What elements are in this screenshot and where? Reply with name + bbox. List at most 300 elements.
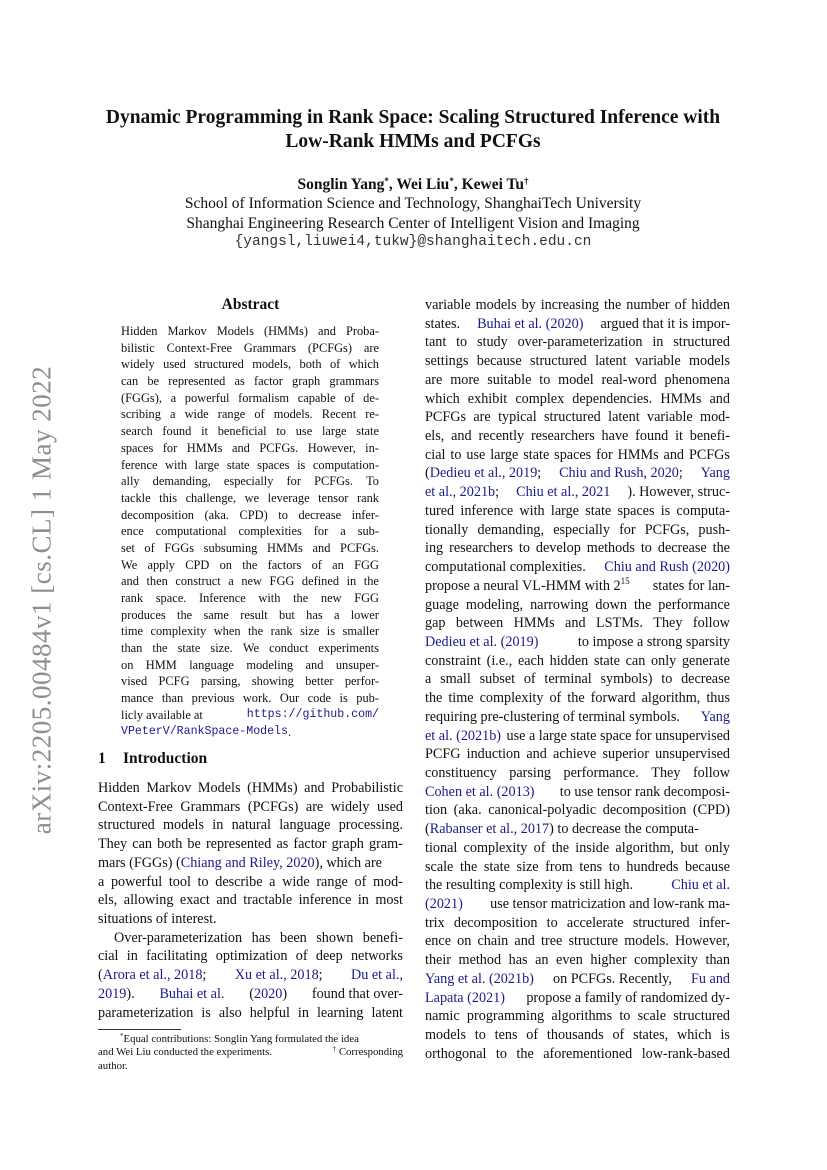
word: performance. (563, 764, 639, 781)
word: on (219, 557, 232, 572)
word: smaller (342, 624, 379, 639)
word: wide (184, 407, 209, 422)
citation-link[interactable]: Chiang and Riley, 2020 (180, 854, 315, 871)
text-line (425, 315, 730, 334)
text: to impose a strong sparsity (577, 633, 730, 650)
word: parameterization (98, 1004, 194, 1021)
word: and (121, 574, 139, 589)
word: models. (624, 933, 669, 950)
word: of (674, 297, 687, 313)
text-line (425, 558, 730, 577)
word: hundreds (626, 858, 679, 875)
word: of (254, 407, 265, 422)
word: tackle (121, 490, 151, 505)
word: Context-Free (98, 798, 173, 815)
text-line (425, 371, 730, 390)
text: (Arora et al., 2018; (98, 967, 207, 984)
word: state (523, 446, 550, 463)
word: be (147, 374, 160, 389)
word: of (533, 839, 546, 856)
word: are (363, 340, 379, 355)
citation-link[interactable]: Arora et al., 2018 (102, 967, 203, 984)
word: computa- (676, 502, 730, 519)
word: the (603, 297, 622, 313)
word: modeling, (465, 596, 524, 613)
word: state (356, 424, 379, 439)
word: and (318, 324, 336, 338)
word: in (212, 817, 224, 834)
repo-link[interactable]: VPeterV/RankSpace-Models (121, 724, 288, 738)
text-line (425, 652, 730, 671)
word: scale (425, 858, 454, 875)
abstract-line (121, 623, 379, 640)
word: dependencies. (572, 390, 653, 407)
word: to (640, 540, 652, 557)
text: propose a neural VL-HMM with $2^{15}$ (425, 575, 630, 594)
word: factors (267, 557, 302, 572)
word: to (539, 371, 551, 388)
citation-link[interactable]: Chiu and Rush, 2020 (559, 465, 679, 482)
word: and (216, 892, 237, 909)
author-1-mark: * (384, 176, 389, 186)
word: inference (298, 892, 352, 909)
word: to (619, 1008, 631, 1025)
word: variable (634, 353, 681, 370)
word: and (526, 746, 547, 763)
word: is (660, 502, 671, 519)
word: latent (608, 409, 640, 426)
text-line (425, 839, 730, 858)
word: networks (350, 948, 403, 965)
citation-link[interactable]: Xu et al., 2018 (234, 967, 319, 984)
text-line (425, 464, 730, 483)
text-line (425, 858, 730, 877)
word: with (165, 457, 188, 472)
word: a (340, 524, 346, 539)
word: most (375, 892, 403, 909)
abstract-line (121, 340, 379, 357)
abstract-line (121, 673, 379, 690)
word: is (339, 691, 348, 706)
word: especially (223, 474, 274, 489)
word: hidden (549, 652, 589, 669)
citation-link[interactable]: et al., 2021b (425, 484, 496, 501)
word: complexities (238, 524, 302, 539)
word: Context-Free (166, 340, 232, 355)
citation-link[interactable]: Lapata (2021) (425, 989, 505, 1006)
word: optimization (215, 948, 288, 965)
text: found that over- (311, 985, 403, 1002)
word: algorithms (551, 1008, 613, 1025)
abstract-line (121, 557, 379, 574)
word: been (279, 929, 307, 946)
text-line (425, 521, 730, 540)
word: graph (331, 836, 364, 853)
word: it (201, 424, 208, 439)
word: large (321, 424, 347, 439)
text-line (425, 895, 730, 914)
word: (aka. (453, 802, 482, 819)
footnote-line (98, 1046, 403, 1059)
abstract-line (121, 657, 379, 674)
word: ally (121, 474, 140, 489)
text-line (98, 1004, 403, 1023)
author-3: Kewei Tu (461, 176, 525, 193)
word: subsuming (203, 540, 258, 555)
text-line (425, 596, 730, 615)
word: aforementioned (543, 1045, 633, 1062)
text: ). However, struc- (627, 484, 730, 501)
word: follow (692, 764, 730, 781)
text-line (425, 689, 730, 708)
word: model (558, 371, 594, 388)
word: rank (356, 490, 379, 505)
word: can (132, 836, 152, 853)
citation-link[interactable]: Fu and (690, 970, 730, 987)
word: gap (425, 615, 446, 632)
word: models (475, 297, 517, 313)
word: found (162, 424, 192, 439)
word: latent (595, 353, 627, 370)
word: but (279, 607, 295, 622)
word: wide (282, 873, 310, 890)
abstract-line (121, 707, 379, 724)
citation-link[interactable]: Yang (700, 465, 730, 482)
text-line (425, 876, 730, 895)
word: this (159, 490, 178, 505)
word: in- (365, 440, 379, 455)
word: pub- (356, 691, 379, 706)
text: . (287, 724, 292, 739)
word: researchers (530, 428, 595, 445)
word: induction (466, 746, 521, 763)
citation-link[interactable]: Buhai et al. (159, 985, 225, 1002)
word: set (121, 540, 135, 555)
word: tional (425, 839, 458, 856)
word: decrease (298, 507, 342, 522)
word: than (161, 691, 184, 706)
word: the (177, 607, 193, 622)
repo-link[interactable]: https://github.com/ (246, 707, 379, 721)
word: structured (98, 817, 155, 834)
intro-body (98, 779, 403, 1022)
word: the (567, 690, 585, 707)
word: allowing (123, 892, 174, 909)
word: scribing (121, 407, 161, 422)
word: performance (658, 596, 730, 613)
text: *Equal contributions: Songlin Yang formulated the idea (120, 1032, 359, 1045)
word: spaces (121, 440, 154, 455)
text: author. (98, 1059, 128, 1072)
word: natural (231, 817, 271, 834)
text-line (425, 783, 730, 802)
word: state (483, 858, 510, 875)
word: PCFGs. (314, 474, 353, 489)
word: structured (194, 357, 244, 372)
word: in (652, 334, 664, 351)
word: are (473, 409, 491, 426)
abstract-line (121, 640, 379, 657)
word: trix (425, 914, 445, 931)
text: 2019). (98, 985, 135, 1002)
abstract-body (121, 323, 379, 740)
word: decrease (681, 671, 730, 688)
word: modeling (246, 657, 294, 672)
word: experiments (318, 641, 379, 656)
text-line (425, 970, 730, 989)
word: to (518, 540, 530, 557)
word: Hidden (121, 324, 158, 338)
text-line (425, 745, 730, 764)
word: guage (425, 596, 459, 613)
word: CPD (185, 557, 210, 572)
word: typical (498, 409, 537, 426)
title-line-2: Low-Rank HMMs and PCFGs (285, 131, 541, 152)
word: size (516, 858, 539, 875)
word: a (333, 607, 340, 622)
text-line (425, 1045, 730, 1064)
abstract-line (121, 690, 379, 707)
word: factor (253, 374, 283, 389)
word: Markov (167, 324, 207, 338)
text-line (425, 670, 730, 689)
word: real-word (601, 371, 657, 388)
word: and (514, 933, 535, 950)
word: the (152, 641, 168, 656)
word: because (685, 858, 730, 875)
text-line (98, 779, 403, 798)
word: it (675, 428, 683, 445)
word: previous (191, 691, 235, 706)
word: can (121, 374, 139, 389)
text: licly available at (121, 707, 203, 722)
word: to (450, 446, 462, 463)
footnote (98, 1033, 403, 1073)
word: algorithm, (615, 839, 675, 856)
text: states. (425, 315, 461, 332)
author-1: Songlin Yang (297, 176, 385, 193)
abstract-line (121, 390, 379, 407)
word: can (625, 652, 646, 669)
word: and (565, 615, 586, 632)
citation-link[interactable]: Buhai et al. (2020) (477, 315, 584, 332)
word: unsuper- (335, 657, 379, 672)
word: learning (316, 1004, 364, 1021)
word: Models (197, 780, 241, 796)
word: for (313, 524, 329, 539)
word: capable (297, 390, 336, 405)
word: push- (698, 521, 730, 538)
citation-link[interactable]: Chiu and Rush (2020) (604, 559, 730, 576)
word: sub- (357, 524, 379, 539)
abstract-line (121, 590, 379, 607)
word: increasing (540, 297, 600, 313)
word: a (170, 407, 176, 422)
word: formalism (238, 390, 290, 405)
citation-link[interactable]: et al. (2021b) (425, 727, 502, 744)
text-line (425, 539, 730, 558)
citation-link[interactable]: Chiu et al. (671, 877, 730, 894)
text-line (425, 296, 730, 315)
word: perfor- (344, 674, 379, 689)
abstract-line (121, 507, 379, 524)
word: els, (425, 428, 445, 445)
word: complexity (463, 839, 528, 856)
text: propose a family of randomized dy- (526, 989, 730, 1006)
word: in (297, 1004, 309, 1021)
word: from (545, 858, 573, 875)
abstract-line (121, 356, 379, 373)
word: to (608, 858, 620, 875)
word: tured (425, 502, 455, 519)
word: result (240, 607, 268, 622)
word: HMMs (617, 446, 659, 463)
word: benefi- (689, 428, 730, 445)
word: demanding, (477, 521, 545, 538)
word: the (242, 557, 258, 572)
word: more (450, 371, 480, 388)
word: tractable (243, 892, 293, 909)
abstract-line (121, 540, 379, 557)
citation-link[interactable]: Dedieu et al., 2019 (429, 465, 538, 482)
word: even (556, 952, 583, 969)
word: number (626, 297, 670, 313)
author-list (90, 176, 736, 194)
footnote-line (98, 1060, 403, 1073)
word: both (299, 357, 322, 372)
text-line (98, 947, 403, 966)
word: has (508, 952, 528, 969)
word: demanding, (152, 474, 211, 489)
word: a (269, 873, 276, 890)
word: FGG (354, 557, 379, 572)
word: CPD) (239, 507, 268, 522)
word: (PCFGs) (307, 340, 352, 355)
word: of (295, 948, 308, 965)
word: Our (279, 691, 300, 706)
arxiv-stamp (18, 360, 66, 840)
word: of (329, 357, 341, 372)
word: (i.e., (486, 652, 513, 669)
citation-link[interactable]: 2020 (253, 985, 283, 1002)
word: then (146, 574, 168, 589)
word: lower (350, 607, 379, 622)
text-line (425, 820, 730, 839)
word: exact (179, 892, 210, 909)
word: grammars (329, 374, 379, 389)
text: requiring pre-clustering of terminal symbols. (425, 708, 680, 725)
word: re- (365, 407, 379, 422)
word: However, (674, 933, 730, 950)
word: widely (330, 798, 370, 815)
word: study (476, 334, 508, 351)
word: an (332, 557, 344, 572)
text-line (425, 932, 730, 951)
word: a (228, 574, 234, 589)
word: tree (541, 933, 563, 950)
text-line (425, 408, 730, 427)
citation-link[interactable]: Dedieu et al. (2019) (425, 633, 539, 650)
citation-link[interactable]: Chiu et al., 2021 (516, 484, 611, 501)
word: code (307, 691, 332, 706)
word: tool (168, 873, 191, 890)
word: and (305, 657, 324, 672)
word: and (304, 780, 325, 796)
word: and (312, 540, 331, 555)
word: PCFG (158, 674, 190, 689)
word: FGG (269, 574, 295, 589)
word: structure (568, 933, 619, 950)
word: used (163, 357, 186, 372)
word: when (213, 624, 241, 639)
citation-link[interactable]: Rabanser et al., 2017 (429, 821, 550, 838)
word: computational (155, 524, 227, 539)
word: a (425, 671, 432, 688)
word: large (550, 502, 579, 519)
text-line (425, 446, 730, 465)
citation-link[interactable]: Du et al., (350, 967, 403, 984)
word: represented (205, 836, 272, 853)
word: parsing (509, 764, 552, 781)
word: as (276, 836, 289, 853)
text-line (98, 966, 403, 985)
text: (Rabanser et al., 2017) to decrease the computa- (425, 821, 699, 838)
word: (HMMs) (247, 780, 298, 796)
text-line (425, 483, 730, 502)
citation-link[interactable]: 2019 (98, 985, 127, 1002)
word: leverage (267, 490, 310, 505)
word: language (279, 817, 331, 834)
word: HMMs (513, 615, 555, 632)
word: in (346, 574, 357, 589)
word: inference (460, 502, 514, 519)
section-number: 1 (98, 750, 106, 767)
text-line (98, 929, 403, 948)
citation-link[interactable]: Yang (700, 708, 730, 725)
citation-link[interactable]: (2021) (425, 896, 463, 912)
word: We (242, 641, 260, 656)
text-line (98, 854, 403, 873)
word: symbols) (600, 671, 653, 688)
word: inside (575, 839, 610, 856)
citation-link[interactable]: Cohen et al. (2013) (425, 783, 535, 800)
word: follow (692, 615, 730, 632)
word: defined (301, 574, 340, 589)
author-3-mark: † (524, 176, 529, 186)
word: to (474, 1027, 486, 1044)
word: found (635, 428, 669, 445)
word: unsupervised (655, 746, 730, 763)
word: which (676, 1027, 712, 1044)
word: models. (273, 407, 313, 422)
citation-link[interactable]: Yang et al. (2021b) (425, 970, 534, 987)
word: suitable (487, 371, 532, 388)
abstract-line (121, 323, 379, 340)
text: situations of interest. (98, 911, 217, 928)
word: the (712, 540, 730, 557)
text: computational complexities. (425, 559, 586, 576)
word: exhibit (467, 390, 508, 407)
abstract-line (121, 607, 379, 624)
word: mance (121, 691, 154, 706)
word: Models (216, 324, 254, 338)
word: the (293, 591, 309, 605)
word: large (194, 457, 220, 472)
word: develop (535, 540, 581, 557)
word: space. (155, 591, 187, 605)
text: use a large state space for unsupervised (506, 727, 730, 744)
word: for (162, 440, 178, 455)
